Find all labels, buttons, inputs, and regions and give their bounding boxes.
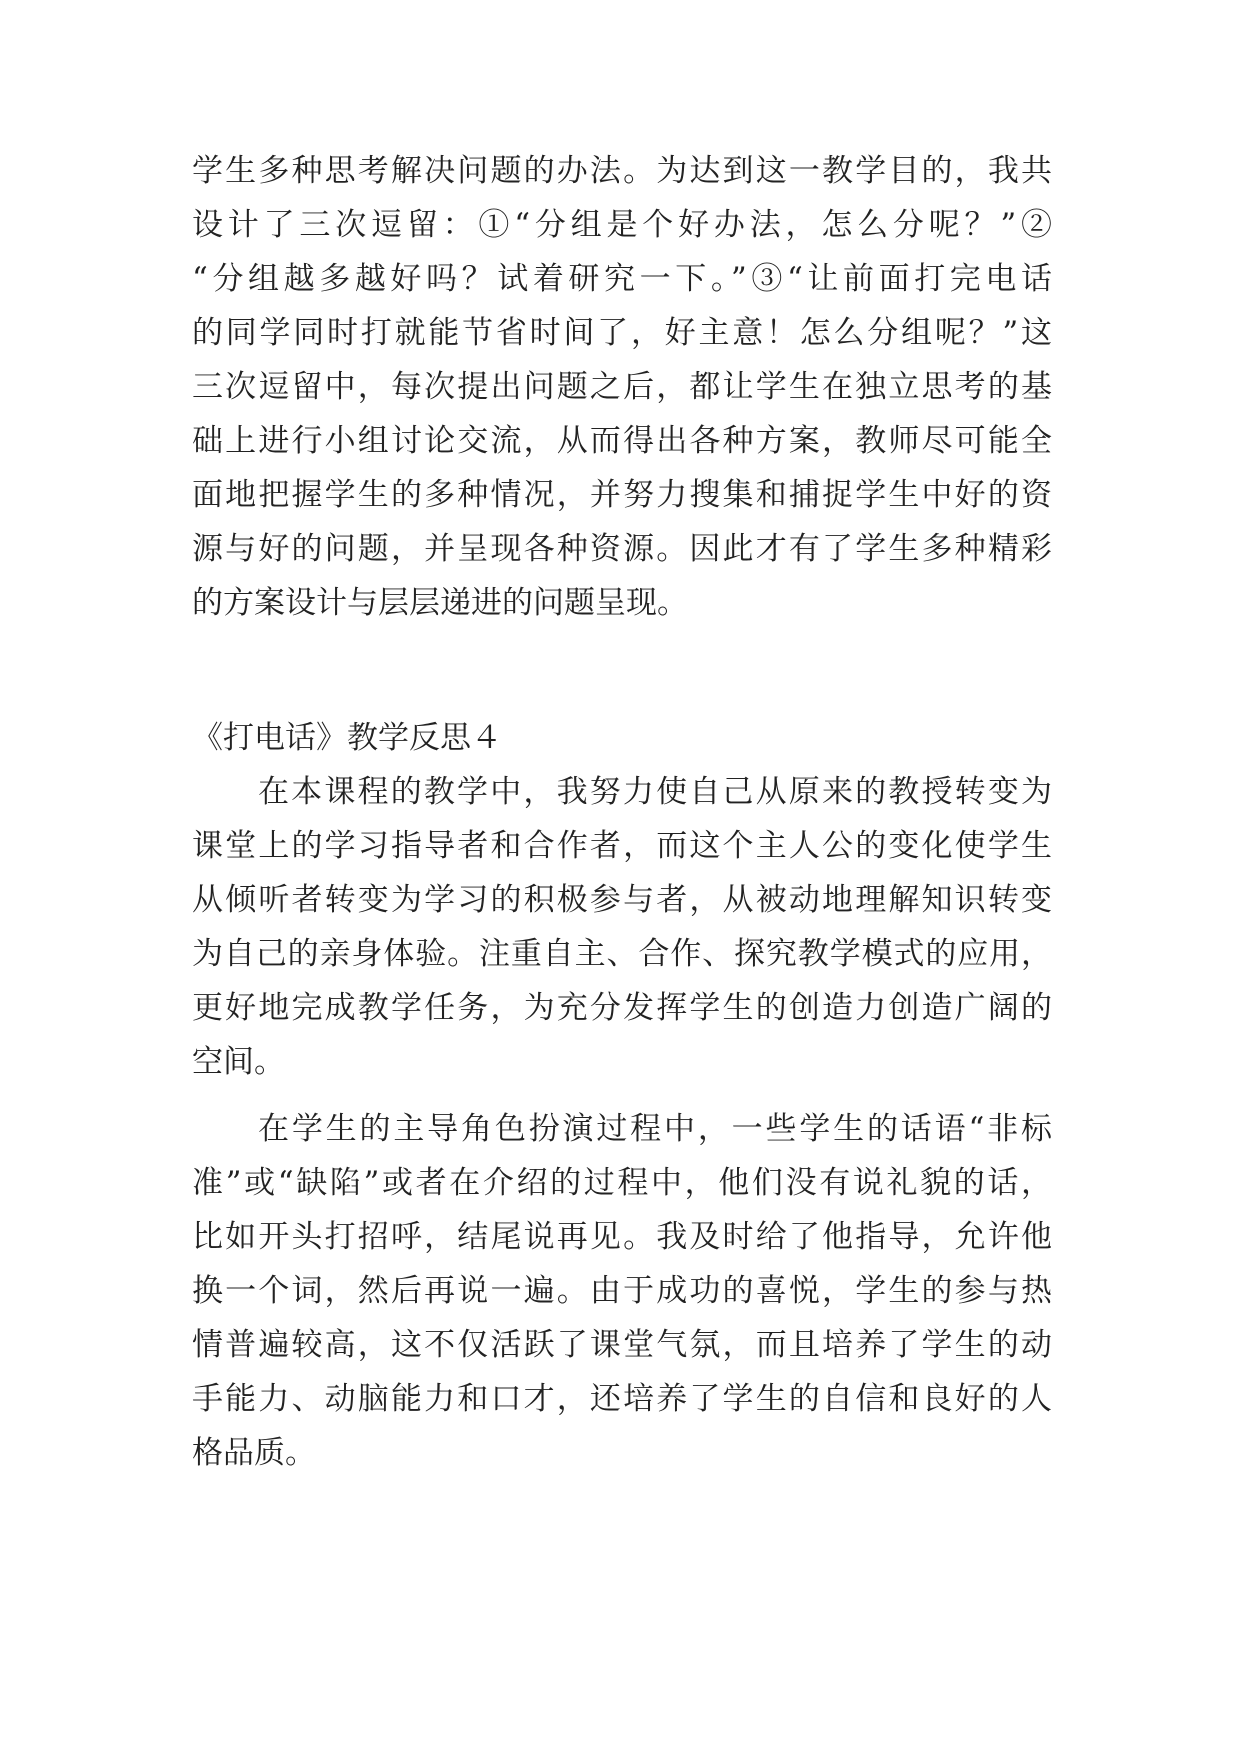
paragraph-2-line-6: 空间。 — [192, 1044, 285, 1080]
paragraph-1-line-9: 的方案设计与层层递进的问题呈现。 — [192, 585, 688, 621]
paragraph-2-line-4: 为自己的亲身体验。注重自主、合作、探究教学模式的应用， — [192, 936, 1052, 972]
paragraph-3-line-5: 情普遍较高，这不仅活跃了课堂气氛，而且培养了学生的动 — [192, 1327, 1052, 1363]
paragraph-3-line-3: 比如开头打招呼，结尾说再见。我及时给了他指导，允许他 — [192, 1219, 1052, 1255]
paragraph-1-line-8: 源与好的问题，并呈现各种资源。因此才有了学生多种精彩 — [192, 531, 1052, 567]
section-heading: 《打电话》教学反思４ — [192, 720, 502, 756]
paragraph-2-line-3: 从倾听者转变为学习的积极参与者，从被动地理解知识转变 — [192, 882, 1052, 918]
paragraph-3-line-4: 换一个词，然后再说一遍。由于成功的喜悦，学生的参与热 — [192, 1273, 1052, 1309]
paragraph-3-line-6: 手能力、动脑能力和口才，还培养了学生的自信和良好的人 — [192, 1381, 1052, 1417]
paragraph-3-line-2: 准”或“缺陷”或者在介绍的过程中，他们没有说礼貌的话， — [192, 1165, 1052, 1201]
paragraph-3-line-7: 格品质。 — [192, 1435, 316, 1471]
paragraph-1-line-5: 三次逗留中，每次提出问题之后，都让学生在独立思考的基 — [192, 369, 1052, 405]
paragraph-1-line-7: 面地把握学生的多种情况，并努力搜集和捕捉学生中好的资 — [192, 477, 1052, 513]
paragraph-1-line-6: 础上进行小组讨论交流，从而得出各种方案，教师尽可能全 — [192, 423, 1052, 459]
paragraph-1-line-3: “分组越多越好吗？试着研究一下。”③“让前面打完电话 — [192, 261, 1052, 297]
paragraph-3-line-1: 在学生的主导角色扮演过程中，一些学生的话语“非标 — [258, 1111, 1052, 1147]
paragraph-1-line-1: 学生多种思考解决问题的办法。为达到这一教学目的，我共 — [192, 153, 1052, 189]
paragraph-1-line-2: 设计了三次逗留：①“分组是个好办法，怎么分呢？”② — [192, 207, 1052, 243]
paragraph-1-line-4: 的同学同时打就能节省时间了，好主意！怎么分组呢？”这 — [192, 315, 1052, 351]
paragraph-2-line-1: 在本课程的教学中，我努力使自己从原来的教授转变为 — [258, 774, 1052, 810]
paragraph-2-line-5: 更好地完成教学任务，为充分发挥学生的创造力创造广阔的 — [192, 990, 1052, 1026]
paragraph-2-line-2: 课堂上的学习指导者和合作者，而这个主人公的变化使学生 — [192, 828, 1052, 864]
